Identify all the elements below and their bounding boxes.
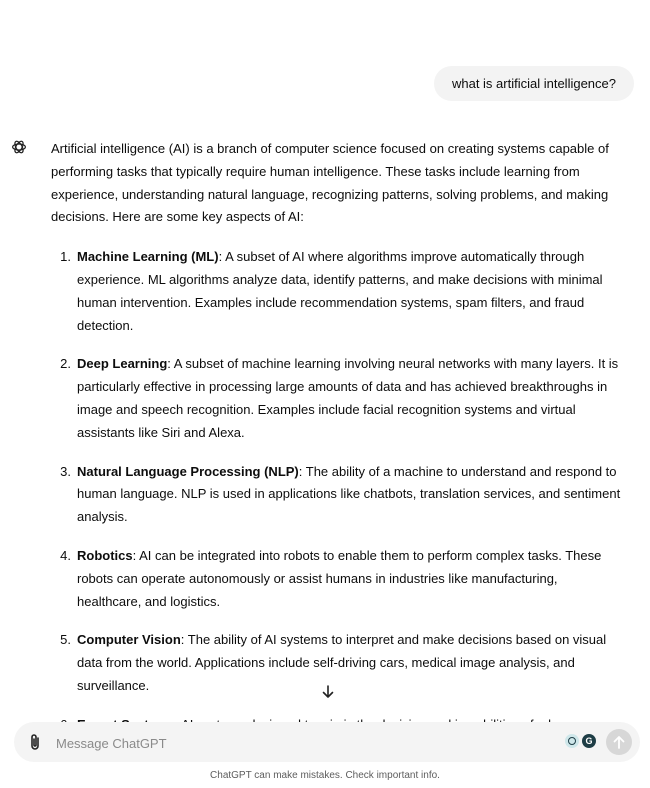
list-item [51, 461, 621, 529]
assistant-message [51, 138, 621, 775]
extension-a-icon[interactable] [565, 734, 579, 748]
scroll-to-bottom-button[interactable] [318, 684, 338, 700]
openai-logo-icon [10, 138, 28, 156]
message-composer [14, 722, 640, 762]
list-item [51, 353, 621, 444]
list-number: 3. [60, 463, 71, 479]
user-message-bubble [434, 66, 634, 101]
item-description: : The ability of a machine to understand and respond to human language. NLP is used in applications like chatbots, translation services, and sentiment analysis. [77, 463, 621, 525]
list-item [51, 246, 621, 337]
paperclip-icon[interactable] [28, 733, 42, 751]
user-message-text: what is artificial intelligence? [451, 76, 616, 91]
assistant-intro: Artificial intelligence (AI) is a branch of computer science focused on creating systems capable of performing tasks that typically require human intelligence. These tasks include learning from experience, understanding natural language, recognizing patterns, solving problems, and making decisions. Here are some key aspects of AI: [51, 141, 609, 225]
item-term: Machine Learning (ML) [77, 249, 219, 265]
aspects-list [51, 246, 621, 759]
list-number: 2. [60, 356, 71, 372]
item-term: Deep Learning [77, 356, 168, 372]
extension-b-icon[interactable]: G [582, 734, 596, 748]
message-input[interactable] [54, 731, 538, 755]
item-description: : The ability of AI systems to interpret and make decisions based on visual data from the world. Applications include self-driving cars, medical image analysis, and surveillance. [77, 632, 607, 693]
list-item [51, 545, 621, 613]
item-term: Natural Language Processing (NLP) [77, 463, 299, 479]
list-number: 5. [60, 632, 71, 648]
arrow-down-icon [322, 685, 334, 699]
item-term: Computer Vision [77, 632, 181, 648]
list-number: 1. [60, 249, 71, 265]
item-term: Robotics [77, 547, 133, 563]
item-description: : AI can be integrated into robots to enable them to perform complex tasks. These robots can operate autonomously or assist humans in industries like manufacturing, healthcare, and logistics. [77, 547, 602, 609]
send-button[interactable] [606, 729, 632, 755]
extension-icons [565, 734, 596, 748]
list-number: 4. [60, 547, 71, 563]
disclaimer-text: ChatGPT can make mistakes. Check important info. [210, 770, 440, 781]
arrow-up-icon [613, 735, 625, 749]
item-description: : A subset of machine learning involving neural networks with many layers. It is particularly effective in processing large amounts of data and has achieved breakthroughs in image and speech recognition. Examples include facial recognition systems and virtual assistants like Siri and Alexa. [77, 356, 619, 440]
item-description: : A subset of AI where algorithms improve automatically through experience. ML algorithms analyze data, identify patterns, and make decisions with minimal human intervention. Examples include recommendation systems, spam filters, and fraud detection. [77, 249, 603, 333]
